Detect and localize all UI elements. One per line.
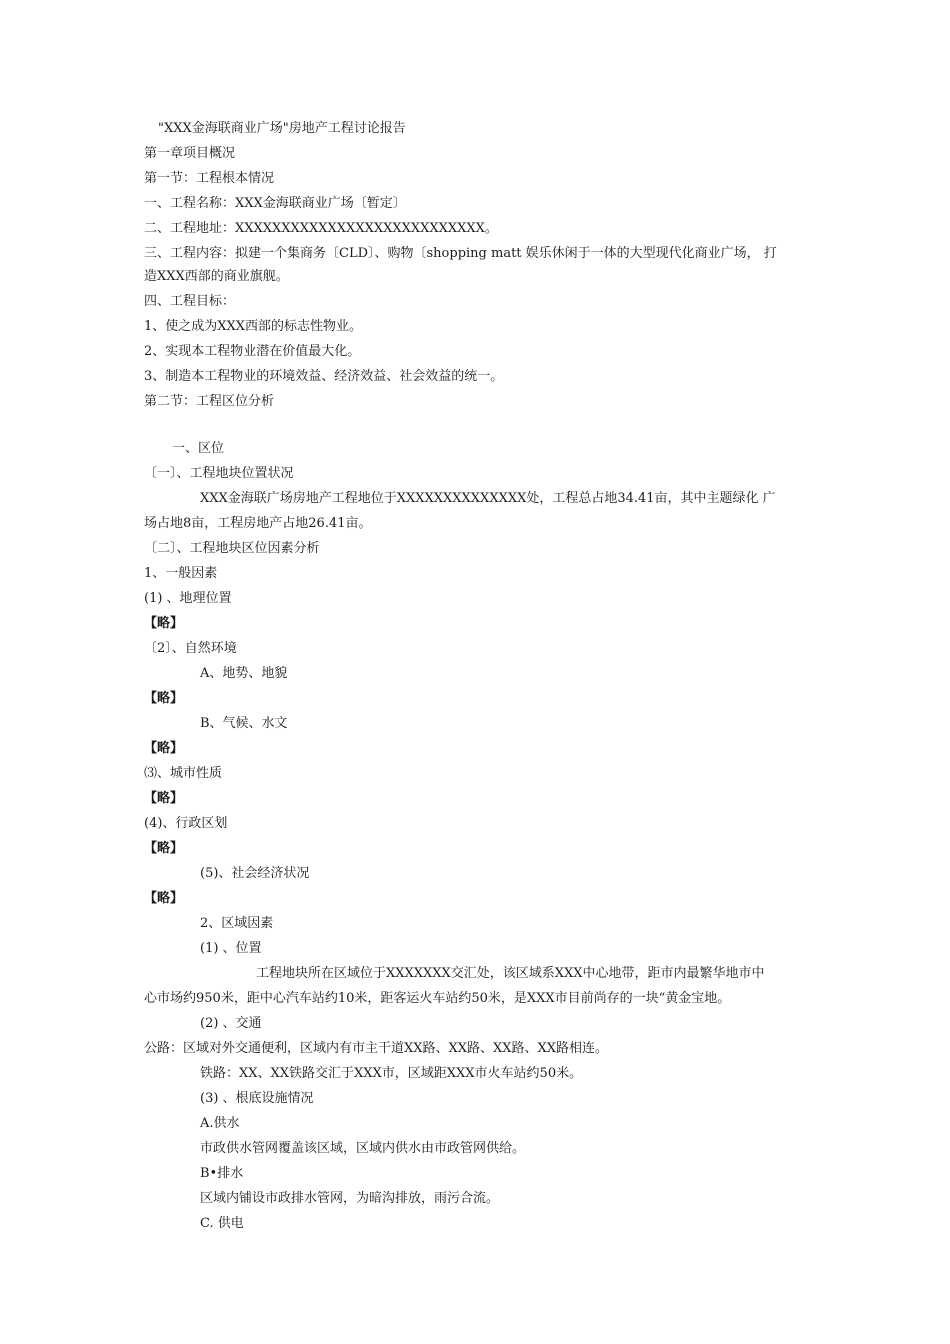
list-item: (2) 、交通: [200, 1016, 262, 1031]
subsection-heading: 〔一〕、工程地块位置状况: [144, 466, 294, 481]
list-item: B•排水: [200, 1166, 244, 1181]
subsection-heading: 一、区位: [172, 441, 225, 456]
list-item: (4)、行政区划: [144, 816, 228, 831]
project-address: 二、工程地址：XXXXXXXXXXXXXXXXXXXXXXXXXXX。: [144, 221, 498, 236]
goal-item: 2、实现本工程物业潜在价值最大化。: [144, 344, 361, 359]
paragraph-line: 心市场约950米，距中心汽车站约10米，距客运火车站约50米，是XXX市目前尚存的一块“黄金宝地。: [144, 991, 731, 1006]
project-content-line-2: 造XXX西部的商业旗舰。: [144, 269, 289, 284]
paragraph-line: 铁路：XX、XX铁路交汇于XXX市，区域距XXX市火车站约50米。: [200, 1066, 583, 1081]
paragraph-line: XXX金海联广场房地产工程地位于XXXXXXXXXXXXXX处，工程总占地34.41亩，其中主题绿化 广: [200, 491, 776, 506]
list-item: C. 供电: [200, 1216, 244, 1231]
paragraph-line: 场占地8亩，工程房地产占地26.41亩。: [144, 516, 372, 531]
list-item: (1) 、地理位置: [144, 591, 232, 606]
omitted-marker: 【略】: [144, 841, 184, 856]
section-heading: 第一节：工程根本情况: [144, 171, 275, 186]
subsection-heading: 〔二〕、工程地块区位因素分析: [144, 541, 320, 556]
paragraph-line: 工程地块所在区域位于XXXXXXX交汇处，该区域系XXX中心地带，距市内最繁华地市中: [256, 966, 765, 981]
list-item: A.供水: [200, 1116, 240, 1131]
omitted-marker: 【略】: [144, 791, 184, 806]
list-item: (5)、社会经济状况: [200, 866, 310, 881]
goal-item: 1、使之成为XXX西部的标志性物业。: [144, 319, 363, 334]
section-heading: 第二节：工程区位分析: [144, 394, 275, 409]
list-item: ⑶、城市性质: [144, 766, 223, 781]
list-item: (1) 、位置: [200, 941, 262, 956]
list-item: B、气候、水文: [200, 716, 288, 731]
list-item: 2、区域因素: [200, 916, 274, 931]
paragraph-line: 公路：区域对外交通便利，区域内有市主干道XX路、XX路、XX路、XX路相连。: [144, 1041, 609, 1056]
list-item: 1、一般因素: [144, 566, 218, 581]
omitted-marker: 【略】: [144, 691, 184, 706]
omitted-marker: 【略】: [144, 891, 184, 906]
document-title: "XXX金海联商业广场"房地产工程讨论报告: [158, 121, 406, 136]
omitted-marker: 【略】: [144, 616, 184, 631]
paragraph-line: 市政供水管网覆盖该区域，区域内供水由市政管网供给。: [200, 1141, 526, 1156]
project-goal-heading: 四、工程目标：: [144, 294, 236, 309]
project-content-line-1: 三、工程内容：拟建一个集商务〔CLD〕、购物〔shopping matt 娱乐休闲于一体的大型现代化商业广场， 打: [144, 246, 777, 261]
project-name: 一、工程名称：XXX金海联商业广场〔暂定〕: [144, 196, 406, 211]
omitted-marker: 【略】: [144, 741, 184, 756]
list-item: A、地势、地貌: [200, 666, 288, 681]
chapter-heading: 第一章项目概况: [144, 146, 236, 161]
goal-item: 3、制造本工程物业的环境效益、经济效益、社会效益的统一。: [144, 369, 504, 384]
list-item: (3) 、根底设施情况: [200, 1091, 314, 1106]
list-item: 〔2〕、自然环境: [144, 641, 237, 656]
paragraph-line: 区域内铺设市政排水管网，为暗沟排放，雨污合流。: [200, 1191, 500, 1206]
